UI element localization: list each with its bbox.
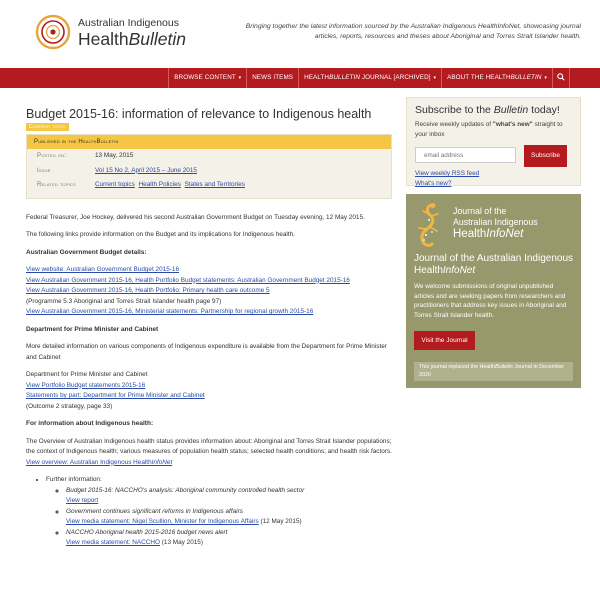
posted-value: 13 May, 2015: [95, 152, 134, 159]
programme-note: (Programme 5.3 Aboriginal and Torres Strait Islander health page 97): [26, 297, 222, 305]
site-header: [0, 0, 600, 68]
journal-description: We welcome submissions of original unpublished articles and are seeking papers from researchers and practitioners that address key issues in Aboriginal and Torres Strait Islander health.: [414, 283, 567, 319]
posted-label: Posted on:: [37, 153, 67, 159]
current-topic-badge[interactable]: Current topic: [26, 123, 69, 131]
whats-new-link[interactable]: What's new?: [415, 180, 452, 187]
journal-panel: [406, 194, 581, 388]
journal-logo-brand: HealthInfoNet: [453, 228, 524, 240]
nav-search-button[interactable]: [552, 68, 570, 88]
topic-link-current-topics[interactable]: Current topics: [95, 181, 135, 188]
site-logo[interactable]: [35, 14, 215, 52]
further-info-list: [46, 475, 392, 549]
view-report-link[interactable]: View report: [66, 497, 99, 504]
email-input[interactable]: [415, 147, 516, 163]
overview-link[interactable]: View overview: Australian Indigenous HealthInfoNet: [26, 458, 173, 466]
journal-title: Journal of the Australian Indigenous HealthInfoNet: [414, 253, 573, 276]
page-title: Budget 2015-16: information of relevance to Indigenous health: [26, 107, 372, 121]
issue-link[interactable]: Vol 15 No 2, April 2015 – June 2015: [95, 166, 197, 174]
topic-link-health-policies[interactable]: Health Policies: [138, 181, 181, 188]
statements-by-part-link[interactable]: Statements by part: Department for Prime Minister and Cabinet: [26, 392, 205, 399]
nav-journal-archived[interactable]: HEALTHBULLETIN JOURNAL [ARCHIVED] ▾: [298, 68, 441, 88]
rss-feed-link[interactable]: View weekly RSS feed: [415, 170, 480, 177]
journal-note: This journal replaced the HealthBulletin Journal in December 2020: [414, 362, 573, 381]
section-heading-pmc: Department for Prime Minister and Cabinet: [26, 325, 159, 333]
nav-about[interactable]: ABOUT THE HEALTHBULLETIN ▾: [441, 68, 552, 88]
portfolio-budget-link[interactable]: View Portfolio Budget statements 2015-16: [26, 381, 146, 389]
subscribe-panel: [406, 97, 581, 186]
publication-info-box: [26, 134, 392, 199]
topics-row: [27, 178, 391, 193]
posted-row: [27, 149, 391, 164]
scullion-statement-link[interactable]: View media statement: Nigel Scullion, Minister for Indigenous Affairs: [66, 518, 259, 525]
primary-health-care-link[interactable]: View Australian Government 2015-16, Health Portfolio: Primary health care outcome 5: [26, 287, 270, 294]
list-item: ◦ Government continues significant reforms in Indigenous affairs View media statement: Nigel Scullion, Minister for Indigenous Affairs (12 May 2015): [66, 507, 392, 528]
naccho-statement-link[interactable]: View media statement: NACCHO: [66, 539, 160, 546]
list-item: ◦ Budget 2015-16: NACCHO's analysis: Aboriginal community controlled health sector View report: [66, 486, 392, 507]
list-item: ◦ NACCHO Aboriginal health 2015-2016 budget news alert View media statement: NACCHO (13 May 2015): [66, 528, 392, 549]
issue-label: Issue: [37, 167, 51, 174]
main-nav: [0, 68, 600, 88]
nav-news-items[interactable]: NEWS ITEMS: [246, 68, 298, 88]
health-portfolio-statements-link[interactable]: View Australian Government 2015-16, Health Portfolio Budget statements: Australian Government Budget 2015-16: [26, 276, 350, 284]
article-body: [26, 213, 392, 549]
search-icon: [557, 73, 565, 81]
topics-label: Related topics: [37, 182, 76, 188]
chevron-down-icon: ▾: [544, 75, 547, 81]
logo-swirl-icon: [35, 14, 71, 50]
info-paragraph: The Overview of Australian Indigenous health status provides information about: Aboriginal and Torres Strait Islander populations; the context of Indigenous health; various measures of population health status; selected health conditions; and health risk factors.: [26, 437, 392, 455]
site-tagline: Bringing together the latest information sourced by the Australian Indigenous HealthInfoNet, showcasing journal articles, reports, resources and theses about Aboriginal and Torres Strait Islander health.: [245, 23, 581, 40]
subscribe-description: Receive weekly updates of "what's new" straight to your inbox: [415, 121, 563, 138]
pmc-name: Department for Prime Minister and Cabinet: [26, 371, 148, 378]
journal-logo[interactable]: [413, 202, 583, 250]
ministerial-statements-link[interactable]: View Australian Government 2015-16, Ministerial statements: Partnership for regional growth 2015-16: [26, 308, 314, 315]
lizard-icon: [413, 202, 447, 250]
journal-logo-text: Journal of the Australian Indigenous: [453, 206, 538, 227]
topic-link-states-territories[interactable]: States and Territories: [184, 181, 245, 188]
issue-row: [27, 164, 391, 179]
intro-paragraph-1: Federal Treasurer, Joe Hockey, delivered his second Australian Government Budget on Tuesday evening, 12 May 2015.: [26, 213, 365, 221]
section-heading-info: For information about Indigenous health:: [26, 420, 154, 427]
pmc-paragraph: More detailed information on various components of Indigenous expenditure is available from the Department for Prime Minister and Cabinet: [26, 343, 387, 361]
chevron-down-icon: ▾: [238, 75, 242, 81]
logo-line2: HealthBulletin: [78, 29, 186, 49]
article-main: [26, 107, 392, 549]
section-heading-govt: Australian Government Budget details:: [26, 248, 147, 256]
subscribe-form: [415, 145, 572, 167]
nav-browse-content[interactable]: BROWSE CONTENT ▾: [168, 68, 246, 88]
intro-paragraph-2: The following links provide information on the Budget and its implications for Indigenous health.: [26, 231, 295, 238]
list-item: • Further information: ◦ Budget 2015-16: NACCHO's analysis: Aboriginal community controlled health sector View report ◦ Government continues significant reforms in Indigenous affairs View media statement: Nigel Scullion, Minister for Indigenous Affairs (12 May 2015) ◦ NACCHO Aboriginal health 2015-2016 budget news alert View media statement: NACCHO (13 May 2015): [46, 475, 392, 549]
logo-line1: Australian Indigenous: [78, 17, 179, 29]
outcome-note: (Outcome 2 strategy, page 33): [26, 402, 113, 410]
govt-budget-link[interactable]: View website: Australian Government Budget 2015-16: [26, 266, 179, 273]
subscribe-button[interactable]: Subscribe: [524, 145, 567, 167]
visit-journal-button[interactable]: Visit the Journal: [414, 331, 475, 350]
publication-heading: Published in the HealthBulletin: [27, 135, 391, 149]
subscribe-title: Subscribe to the Bulletin today!: [415, 104, 560, 116]
chevron-down-icon: ▾: [433, 75, 437, 81]
